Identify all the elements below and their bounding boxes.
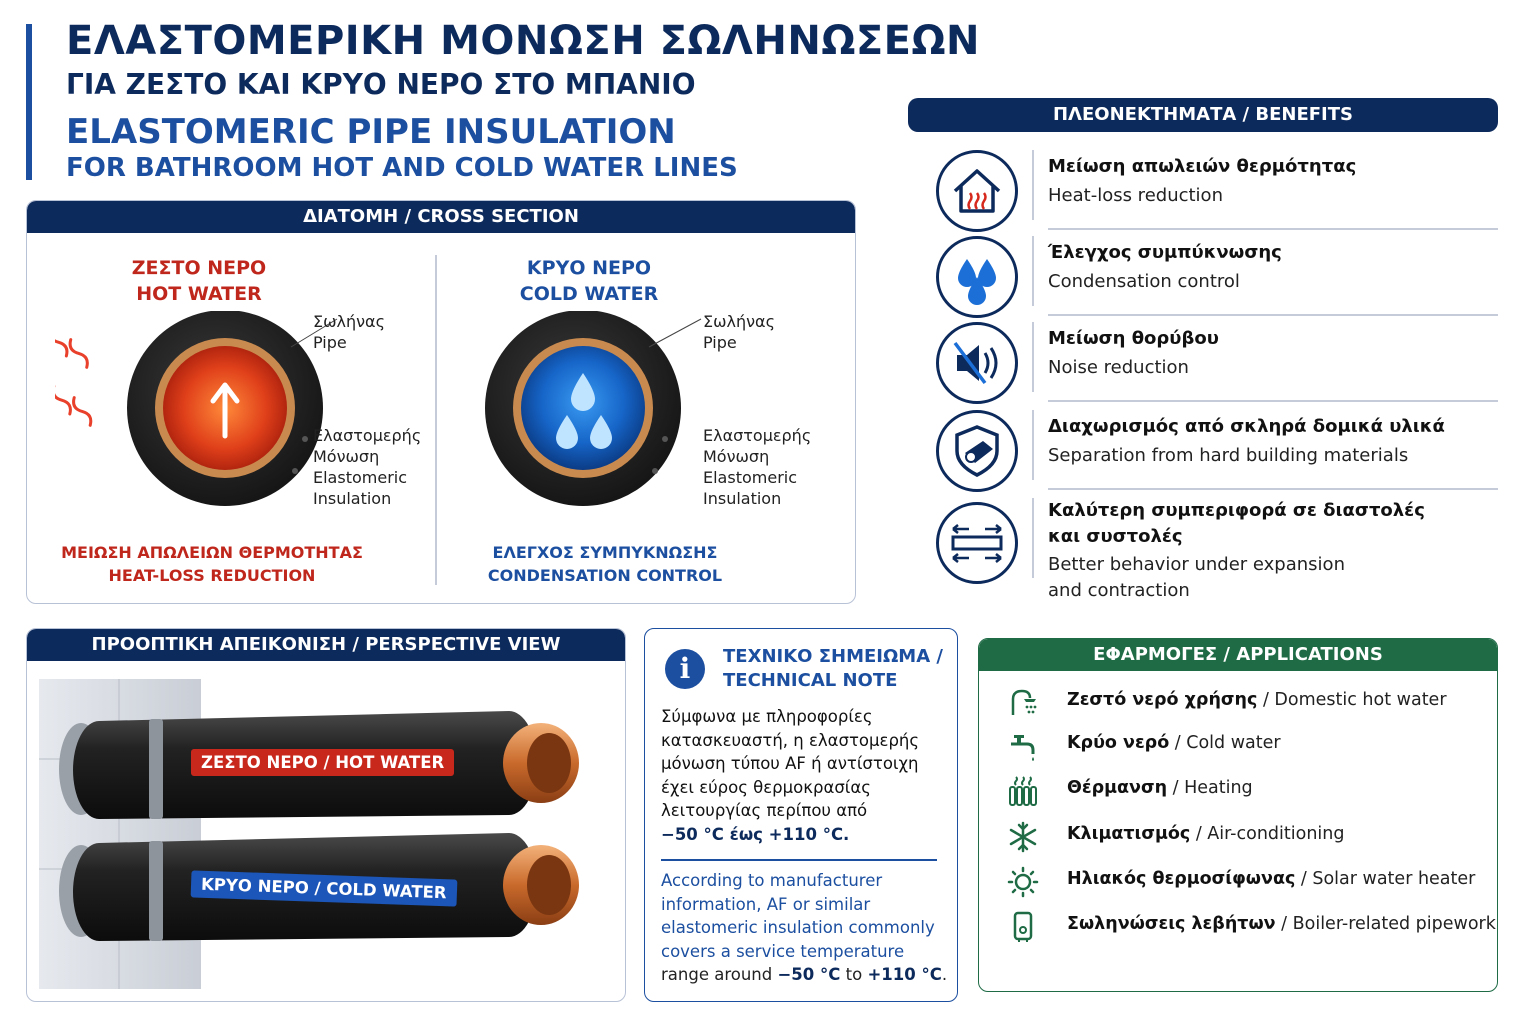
application-label: Θέρμανση / Heating bbox=[1067, 778, 1253, 798]
benefit-item bbox=[908, 410, 1498, 492]
title-accent-bar bbox=[26, 24, 32, 180]
benefit-text: Noise reduction bbox=[1048, 357, 1189, 378]
application-item bbox=[979, 907, 1498, 947]
info-icon: i bbox=[665, 649, 705, 689]
application-label: Σωληνώσεις λεβήτων / Boiler-related pipework bbox=[1067, 914, 1496, 934]
benefit-item bbox=[908, 148, 1498, 230]
application-label: Κλιματισμός / Air-conditioning bbox=[1067, 824, 1345, 844]
droplets-icon bbox=[936, 236, 1018, 318]
application-item bbox=[979, 862, 1498, 902]
application-item bbox=[979, 771, 1498, 811]
house-heat-icon bbox=[936, 150, 1018, 232]
cold-pipe-label: Σωλήνας Pipe bbox=[703, 312, 775, 352]
cross-section-panel bbox=[26, 200, 856, 604]
cross-section-divider bbox=[435, 255, 437, 585]
sun-icon bbox=[1007, 866, 1039, 898]
technical-note-greek: Σύμφωνα με πληροφορίες κατασκευαστή, η ελαστομερής μόνωση τύπου AF ή αντίστοιχη έχει εύρος θερμοκρασίας λειτουργίας περίπου από −50 °C έως +110 °C. bbox=[661, 707, 920, 844]
page-title-greek: ΕΛΑΣΤΟΜΕΡΙΚΗ ΜΟΝΩΣΗ ΣΩΛΗΝΩΣΕΩΝ bbox=[66, 18, 980, 64]
page-subtitle-greek: ΓΙΑ ΖΕΣΤΟ ΚΑΙ ΚΡΥΟ ΝΕΡΟ ΣΤΟ ΜΠΑΝΙΟ bbox=[66, 68, 696, 101]
benefit-title: Μείωση θορύβου bbox=[1048, 328, 1219, 349]
cold-water-title: ΚΡΥΟ ΝΕΡΟ COLD WATER bbox=[519, 257, 659, 305]
cold-footnote: ΕΛΕΓΧΟΣ ΣΥΜΠΥΚΝΩΣΗΣ CONDENSATION CONTROL bbox=[487, 543, 723, 585]
hot-pipe-label: Σωλήνας Pipe bbox=[313, 312, 385, 352]
benefit-title: Μείωση απωλειών θερμότητας bbox=[1048, 156, 1357, 177]
page-subtitle-english: FOR BATHROOM HOT AND COLD WATER LINES bbox=[66, 153, 738, 183]
application-label: Ζεστό νερό χρήσης / Domestic hot water bbox=[1067, 690, 1447, 710]
cross-section-header: ΔΙΑΤΟΜΗ / CROSS SECTION bbox=[27, 201, 855, 233]
applications-panel bbox=[978, 638, 1498, 992]
benefit-item bbox=[908, 498, 1498, 608]
page-title-english: ELASTOMERIC PIPE INSULATION bbox=[66, 112, 676, 152]
benefit-title: Διαχωρισμός από σκληρά δομικά υλικά bbox=[1048, 416, 1445, 437]
heat-waves-icon bbox=[55, 320, 94, 433]
technical-note-english: According to manufacturer information, AF or similar elastomeric insulation commonly covers a service temperature range around −50 °C to +110 °C. bbox=[661, 871, 948, 984]
benefit-item bbox=[908, 236, 1498, 318]
application-label: Ηλιακός θερμοσίφωνας / Solar water heater bbox=[1067, 869, 1476, 889]
hot-insulation-label: Ελαστομερής Μόνωση Elastomeric Insulation bbox=[313, 426, 422, 508]
benefit-text: Better behavior under expansion and contraction bbox=[1048, 554, 1345, 601]
technical-note-title: ΤΕΧΝΙΚΟ ΣΗΜΕΙΩΜΑ / TECHNICAL NOTE bbox=[723, 646, 943, 691]
benefit-text: Condensation control bbox=[1048, 271, 1240, 292]
expansion-arrows-icon bbox=[936, 502, 1018, 584]
application-item bbox=[979, 817, 1498, 857]
snowflake-icon bbox=[1007, 821, 1039, 853]
applications-header: ΕΦΑΡΜΟΓΕΣ / APPLICATIONS bbox=[979, 639, 1497, 671]
hot-footnote: ΜΕΙΩΣΗ ΑΠΩΛΕΙΩΝ ΘΕΡΜΟΤΗΤΑΣ HEAT-LOSS REDUCTION bbox=[61, 543, 363, 585]
cold-water-tag: ΚΡΥΟ ΝΕΡΟ / COLD WATER bbox=[191, 870, 457, 906]
radiator-icon bbox=[1007, 775, 1039, 807]
application-item bbox=[979, 683, 1498, 723]
perspective-header: ΠΡΟΟΠΤΙΚΗ ΑΠΕΙΚΟΝΙΣΗ / PERSPECTIVE VIEW bbox=[27, 629, 625, 661]
pipes-illustration bbox=[39, 679, 613, 991]
benefit-item bbox=[908, 322, 1498, 404]
benefits-header: ΠΛΕΟΝΕΚΤΗΜΑΤΑ / BENEFITS bbox=[908, 98, 1498, 132]
application-item bbox=[979, 726, 1498, 766]
technical-note-divider bbox=[661, 859, 937, 861]
hot-water-tag: ΖΕΣΤΟ ΝΕΡΟ / HOT WATER bbox=[191, 749, 454, 776]
benefit-title: Καλύτερη συμπεριφορά σε διαστολές και συστολές bbox=[1048, 500, 1425, 547]
benefit-text: Separation from hard building materials bbox=[1048, 445, 1409, 466]
benefit-text: Heat-loss reduction bbox=[1048, 185, 1223, 206]
faucet-icon bbox=[1007, 730, 1039, 762]
technical-note-panel bbox=[644, 628, 958, 1002]
cold-insulation-label: Ελαστομερής Μόνωση Elastomeric Insulation bbox=[703, 426, 812, 508]
boiler-icon bbox=[1007, 907, 1039, 947]
perspective-panel bbox=[26, 628, 626, 1002]
muted-speaker-icon bbox=[936, 322, 1018, 404]
hot-water-title: ΖΕΣΤΟ ΝΕΡΟ HOT WATER bbox=[131, 257, 267, 305]
application-label: Κρύο νερό / Cold water bbox=[1067, 733, 1281, 753]
shower-icon bbox=[1007, 687, 1039, 719]
benefits-panel bbox=[908, 98, 1498, 608]
shield-pipe-icon bbox=[936, 410, 1018, 492]
benefit-title: Έλεγχος συμπύκνωσης bbox=[1048, 242, 1282, 263]
